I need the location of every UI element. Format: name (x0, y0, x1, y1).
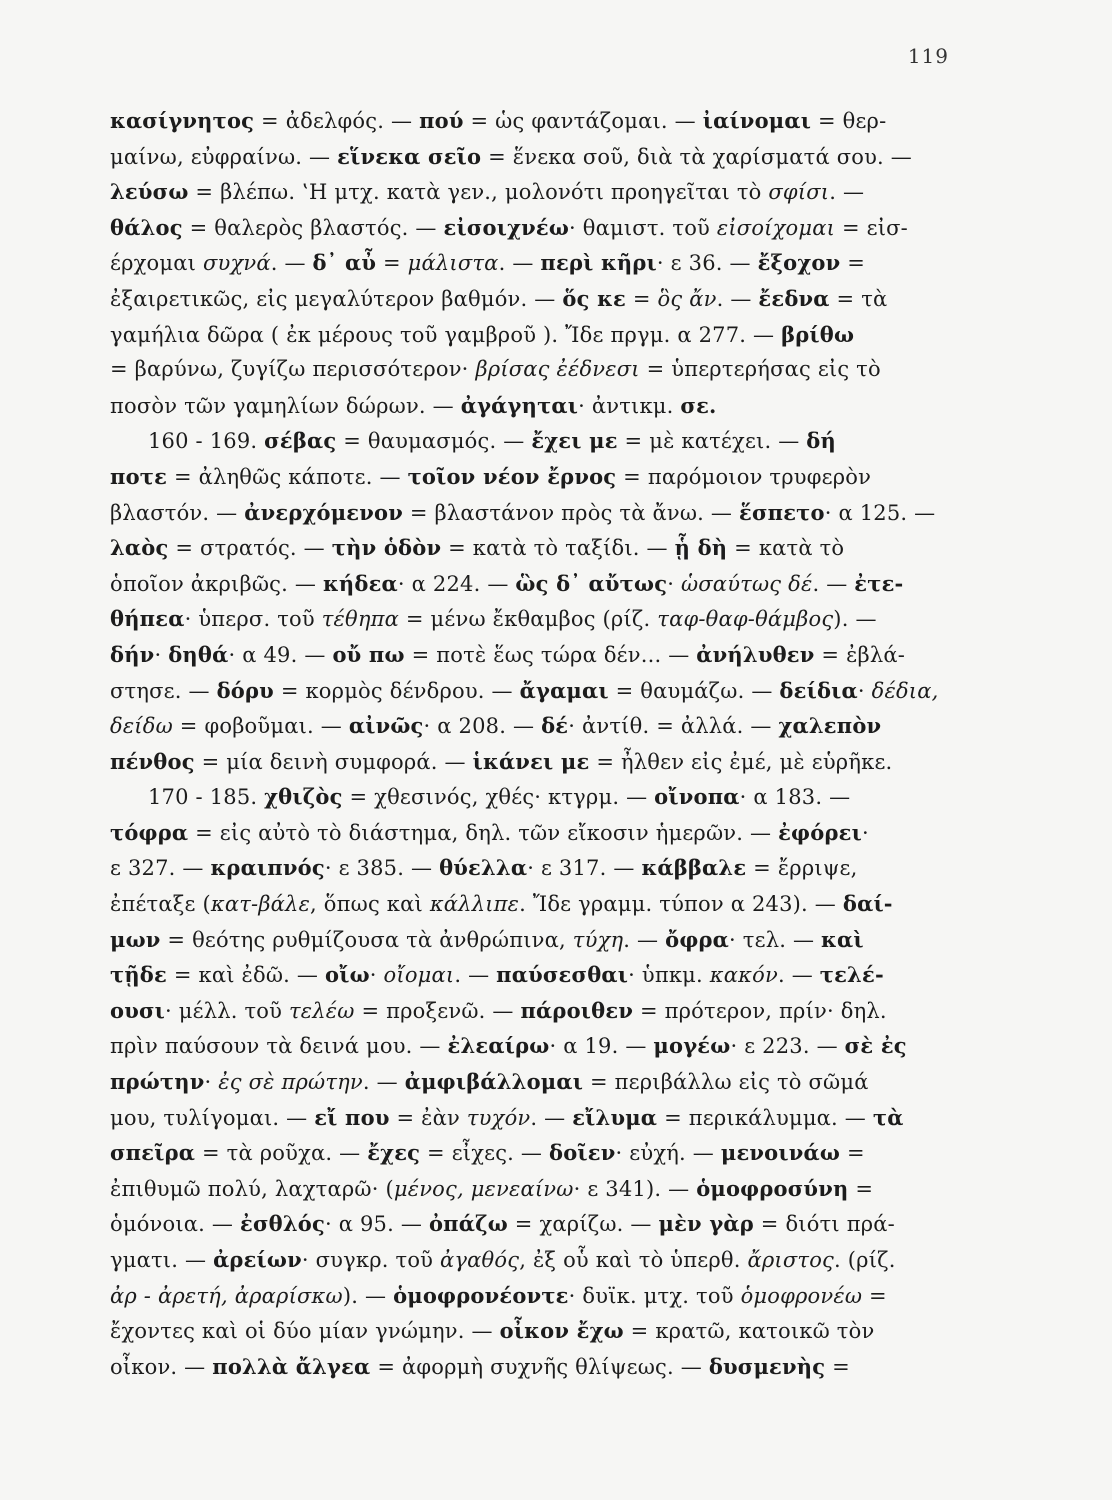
gloss-text: · ε 223. — (730, 1034, 845, 1059)
gloss-text: · (204, 1070, 219, 1095)
gloss-text: · ὑπκμ. (628, 963, 710, 988)
headword: ὀπάζω (428, 1211, 508, 1237)
gloss-text: = εἰσ- (835, 215, 908, 240)
gloss-text: = παρόμοιον τρυφερὸν (616, 464, 872, 489)
gloss-text: = θεότης ρυθμίζουσα τὰ ἀνθρώπινα, (160, 927, 573, 952)
gloss-text: · α 95. — (324, 1212, 429, 1237)
headword: τοῖον νέον ἔρνος (407, 463, 617, 489)
text-line (110, 708, 960, 744)
page-number: 119 (907, 44, 949, 68)
headword: δοῖεν (549, 1140, 616, 1166)
headword: μενοινάω (720, 1140, 841, 1166)
headword: πρώτην (110, 1069, 205, 1095)
gloss-text: = μία δεινὴ συμφορά. — (194, 749, 473, 774)
italic-term: ἐς σὲ πρώτην (218, 1070, 363, 1095)
italic-term: ἀγαθός (440, 1248, 520, 1272)
gloss-text: = διότι πρά- (753, 1212, 895, 1237)
headword: καὶ (821, 926, 864, 952)
gloss-text: = ἔρριψε, (746, 856, 858, 881)
italic-term: μένος, μενεαίνω (393, 1176, 574, 1201)
gloss-text: 170 - 185. (148, 785, 265, 810)
italic-term: τυχόν (466, 1105, 531, 1130)
text-line (110, 1028, 960, 1064)
gloss-text: ἐξαιρετικῶς, εἰς μεγαλύτερον βαθμόν. — (110, 286, 563, 311)
text-line (110, 815, 960, 851)
gloss-text: . — (270, 251, 313, 276)
headword: ἀνερχόμενον (244, 499, 404, 525)
gloss-text: = ἀφορμὴ συχνῆς θλίψεως. — (370, 1354, 709, 1379)
text-line (110, 210, 960, 246)
italic-term: δέδια, (871, 678, 939, 703)
italic-term: ἀρ - ἀρετή, ἀραρίσκω (110, 1283, 343, 1308)
gloss-text: = ἀδελφός. — (254, 109, 420, 133)
gloss-text: = ἐὰν (389, 1105, 467, 1130)
gloss-text: βλαστόν. — (110, 500, 245, 525)
headword: δαί- (842, 891, 893, 917)
gloss-text: = κρατῶ, κατοικῶ τὸν (623, 1319, 875, 1344)
italic-term: κακόν (709, 963, 778, 988)
headword: ἔχες (367, 1140, 421, 1166)
headword: ἔξοχον (757, 250, 841, 276)
gloss-text: = ἐβλά- (814, 642, 906, 667)
gloss-text: · (861, 820, 869, 845)
headword: ἀμφιβάλλομαι (404, 1069, 584, 1095)
headword: μογέω (653, 1033, 731, 1059)
text-line (110, 637, 960, 673)
gloss-text: · συγκρ. τοῦ (301, 1248, 441, 1272)
headword: αἰνῶς (348, 713, 424, 739)
headword: χθιζὸς (264, 784, 343, 810)
gloss-text: = θαλερὸς βλαστός. — (182, 215, 444, 240)
gloss-text: · (857, 678, 872, 703)
italic-term: τέθηπα (321, 607, 400, 632)
gloss-text: = θερ- (811, 109, 887, 133)
headword: ὁμοφροσύνη (696, 1175, 849, 1201)
gloss-text: . — (498, 251, 541, 276)
headword: θάλος (110, 214, 183, 240)
italic-term: κάλλιπε (429, 892, 520, 917)
italic-term: ὡσαύτως δέ (680, 571, 813, 596)
gloss-text: , ὅπως καὶ (310, 892, 430, 917)
gloss-text: = ἀληθῶς κάποτε. — (167, 464, 408, 489)
italic-term: ὃς ἄν (657, 286, 717, 311)
text-line (110, 1206, 960, 1242)
gloss-text: · α 19. — (549, 1034, 654, 1059)
gloss-text: = βαρύνω, ζυγίζω περισσότερον· (110, 357, 476, 382)
text-line (110, 993, 960, 1029)
headword: τελέ- (819, 962, 884, 988)
italic-term: οἴομαι (383, 963, 455, 988)
gloss-text: = (862, 1283, 887, 1308)
gloss-text: = προξενῶ. — (354, 998, 521, 1023)
gloss-text: · δυϊκ. μτχ. τοῦ (568, 1283, 741, 1308)
italic-term: συχνά (202, 251, 271, 276)
text-line (110, 566, 960, 602)
gloss-text: = (376, 251, 408, 276)
italic-term: ἄριστος (747, 1248, 835, 1272)
headword: ὁμοφρονέοντε (393, 1282, 569, 1308)
gloss-text: = κορμὸς δένδρου. — (273, 678, 520, 703)
gloss-text: = ἦλθεν εἰς ἐμέ, μὲ εὑρῆκε. (589, 749, 893, 774)
text-line (110, 1349, 960, 1385)
italic-term: βρίσας ἐέδνεσι (475, 357, 640, 382)
text-line (110, 245, 960, 281)
headword: τὰ (872, 1104, 904, 1130)
text-line (110, 886, 960, 922)
gloss-text: · ε 385. — (324, 856, 440, 881)
text-line (110, 1278, 960, 1314)
headword: παύσεσθαι (496, 962, 629, 988)
gloss-text: = κατὰ τὸ ταξίδι. — (441, 536, 675, 561)
text-line (110, 850, 960, 886)
text-line (110, 1135, 960, 1171)
gloss-text: = μένω ἔκθαμβος (ρίζ. (399, 607, 658, 632)
gloss-text: = ἕνεκα σοῦ, διὰ τὰ χαρίσματά σου. — (481, 144, 912, 169)
gloss-text: = στρατός. — (168, 536, 332, 561)
headword: θήπεα (110, 606, 185, 632)
headword: μων (110, 926, 161, 952)
gloss-text: μαίνω, εὐφραίνω. — (110, 144, 338, 169)
gloss-text: = τὰ (829, 286, 888, 311)
headword: δόρυ (216, 677, 274, 703)
gloss-text: = φοβοῦμαι. — (172, 714, 349, 739)
headword: ἄγαμαι (519, 677, 609, 703)
text-line (110, 388, 960, 424)
italic-term: τύχη (572, 927, 624, 952)
headword: ἱκάνει με (472, 748, 590, 774)
gloss-text: = περικάλυμμα. — (657, 1105, 873, 1130)
headword: σέβας (264, 428, 337, 454)
italic-term: εἰσοίχομαι (716, 215, 836, 240)
gloss-text: · τελ. — (729, 927, 822, 952)
headword: εἴλυμα (572, 1104, 658, 1130)
headword: τὴν ὁδὸν (331, 535, 442, 561)
gloss-text: στησε. — (110, 678, 217, 703)
headword: οἴω (325, 962, 370, 988)
headword: ὣς δ᾽ αὔτως (515, 570, 668, 596)
gloss-text: ἔχοντες καὶ οἱ δύο μίαν γνώμην. — (110, 1319, 500, 1344)
gloss-text: γματι. — (110, 1248, 214, 1272)
headword: τόφρα (110, 819, 189, 845)
text-line (110, 174, 960, 210)
gloss-text: = (840, 251, 866, 276)
gloss-text: = εἶχες. — (420, 1141, 550, 1166)
headword: χαλεπὸν (778, 713, 882, 739)
text-line (110, 744, 960, 780)
headword: ἐλεαίρω (447, 1033, 550, 1059)
text-line (110, 459, 960, 495)
headword: σε. (680, 392, 717, 418)
gloss-text: = εἰς αὐτὸ τὸ διάστημα, δηλ. τῶν εἴκοσιν ἡμερῶν. — (188, 820, 779, 845)
headword: κασίγνητος (110, 108, 255, 133)
headword: δέ (541, 713, 569, 739)
gloss-text: = βλέπω. ‛Η μτχ. κατὰ γεν., μολονότι προηγεῖται τὸ (188, 180, 769, 205)
headword: βρίθω (781, 321, 855, 347)
headword: μὲν γὰρ (658, 1211, 754, 1237)
italic-term: ταφ-θαφ-θάμβος (657, 607, 834, 632)
gloss-text: πρὶν παύσουν τὰ δεινά μου. — (110, 1034, 448, 1059)
gloss-text: = χαρίζω. — (507, 1212, 659, 1237)
text-line (110, 139, 960, 175)
gloss-text: = ποτὲ ἕως τώρα δέν... — (404, 642, 697, 667)
text-line (110, 1100, 960, 1136)
italic-term: δείδω (110, 714, 173, 739)
headword: δείδια (779, 677, 858, 703)
gloss-text: = βλαστάνον πρὸς τὰ ἄνω. — (403, 500, 739, 525)
gloss-text: · ε 36. — (656, 251, 758, 276)
italic-term: ὁμοφρονέω (740, 1283, 863, 1308)
headword: εἴ που (314, 1104, 390, 1130)
gloss-text: · (154, 642, 169, 667)
headword: οὔ πω (332, 641, 405, 667)
text-line (110, 103, 960, 139)
gloss-text: · α 224. — (397, 571, 516, 596)
headword: ἐφόρει (778, 819, 862, 845)
headword: οἶκον ἔχω (499, 1318, 624, 1344)
gloss-text: · (667, 571, 681, 596)
gloss-text: ὁμόνοια. — (110, 1212, 240, 1237)
gloss-text: . (ρίζ. (834, 1248, 896, 1272)
gloss-text: = (825, 1354, 850, 1379)
headword: σπεῖρα (110, 1140, 196, 1166)
gloss-text: · (369, 963, 384, 988)
headword: λεύσω (110, 179, 189, 205)
gloss-text: ὁποῖον ἀκριβῶς. — (110, 571, 323, 596)
gloss-text: οἶκον. — (110, 1354, 213, 1379)
italic-term: κατ-βάλε (210, 892, 311, 917)
headword: τῇδε (110, 962, 167, 988)
gloss-text: . — (454, 963, 497, 988)
text-line (110, 957, 960, 993)
headword: σὲ ἐς (844, 1033, 907, 1059)
headword: ἔεδνα (758, 285, 830, 311)
headword: ἀγάγηται (460, 392, 579, 418)
gloss-text: = τὰ ροῦχα. — (195, 1141, 368, 1166)
text-line (110, 281, 960, 317)
text-line (110, 530, 960, 566)
gloss-text: · ε 341). — (573, 1176, 697, 1201)
headword: ουσι (110, 997, 166, 1023)
gloss-text: = (840, 1141, 865, 1166)
gloss-text: . — (777, 963, 820, 988)
headword: ᾗ δὴ (674, 535, 728, 561)
headword: ὄφρα (665, 926, 730, 952)
gloss-text: . Ἴδε γραμμ. τύπον α 243). — (519, 892, 843, 917)
gloss-text: · α 183. — (739, 785, 851, 810)
headword: δυσμενὴς (708, 1353, 826, 1379)
gloss-text: = καὶ ἐδῶ. — (166, 963, 326, 988)
headword: δ᾽ αὖ (312, 250, 377, 276)
headword: δήν (110, 641, 155, 667)
headword: ἀνήλυθεν (696, 641, 815, 667)
headword: πάροιθεν (520, 997, 634, 1023)
italic-term: σφίσι (768, 180, 830, 205)
text-line (110, 601, 960, 637)
gloss-text: = χθεσινός, χθές· κτγρμ. — (342, 785, 655, 810)
gloss-text: = (848, 1176, 874, 1201)
text-line (110, 317, 960, 353)
gloss-text: . — (829, 180, 865, 205)
headword: κήδεα (322, 570, 398, 596)
headword: κραιπνός (210, 855, 325, 881)
headword: πένθος (110, 748, 195, 774)
headword: ἐσθλός (239, 1211, 325, 1237)
headword: ἔχει με (531, 428, 618, 454)
gloss-text: . — (716, 286, 759, 311)
gloss-text: . — (812, 571, 855, 596)
text-line (110, 922, 960, 958)
italic-term: τελέω (288, 998, 355, 1023)
text-line (110, 495, 960, 531)
gloss-text: , ἐξ οὗ καὶ τὸ ὑπερθ. (519, 1248, 748, 1272)
headword: εἵνεκα σεῖο (337, 143, 482, 169)
gloss-text: · ὑπερσ. τοῦ (184, 607, 322, 632)
text-line (110, 779, 960, 815)
gloss-text: · α 49. — (228, 642, 333, 667)
gloss-text: = πρότερον, πρίν· δηλ. (633, 998, 887, 1023)
text-line (110, 1064, 960, 1100)
text-line (110, 352, 960, 388)
gloss-text: . — (623, 927, 666, 952)
gloss-text: . — (362, 1070, 405, 1095)
gloss-text: ). — (833, 607, 877, 632)
gloss-text: · εὐχή. — (615, 1141, 721, 1166)
headword: δή (806, 428, 836, 454)
gloss-text: = ὑπερτερήσας εἰς τὸ (639, 357, 881, 382)
gloss-text: 160 - 169. (148, 429, 265, 454)
gloss-text: = μὲ κατέχει. — (617, 429, 807, 454)
gloss-text: · ἀντίθ. = ἀλλά. — (568, 714, 779, 739)
gloss-text: = (625, 286, 658, 311)
headword: θύελλα (439, 855, 528, 881)
gloss-text: · ε 317. — (527, 856, 642, 881)
headword: οἴνοπα (654, 784, 740, 810)
headword: ποτε (110, 463, 168, 489)
text-line (110, 1171, 960, 1207)
gloss-text: = ὡς φαντάζομαι. — (463, 109, 703, 133)
gloss-text: · α 208. — (423, 714, 542, 739)
gloss-text: ). — (342, 1283, 394, 1308)
gloss-text: ε 327. — (110, 856, 211, 881)
headword: λαὸς (110, 535, 169, 561)
gloss-text: = κατὰ τὸ (727, 536, 845, 561)
italic-term: μάλιστα (407, 251, 499, 276)
headword: πού (419, 108, 464, 133)
gloss-text: · θαμιστ. τοῦ (569, 215, 717, 240)
headword: δηθά (168, 641, 229, 667)
gloss-text: έρχομαι (110, 251, 203, 276)
text-line (110, 1242, 960, 1278)
headword: πολλὰ ἄλγεα (212, 1353, 371, 1379)
gloss-text: = θαυμασμός. — (336, 429, 532, 454)
headword: ὅς κε (562, 285, 626, 311)
gloss-text: · ἀντικμ. (578, 393, 681, 418)
headword: ἰαίνομαι (702, 108, 812, 133)
headword: ἕσπετο (738, 499, 825, 525)
headword: ἐτε- (854, 570, 904, 596)
headword: περὶ κῆρι (540, 250, 657, 276)
headword: εἰσοιχνέω (443, 214, 570, 240)
text-line (110, 1313, 960, 1349)
gloss-text: = θαυμάζω. — (608, 678, 780, 703)
gloss-text: ποσὸν τῶν γαμηλίων δώρων. — (110, 393, 461, 418)
glossary-text (110, 103, 960, 1384)
text-line (110, 423, 960, 459)
gloss-text: · μέλλ. τοῦ (165, 998, 289, 1023)
gloss-text: γαμήλια δῶρα ( ἐκ μέρους τοῦ γαμβροῦ ). Ἴδε πργμ. α 277. — (110, 322, 782, 347)
gloss-text: · α 125. — (824, 500, 936, 525)
gloss-text: . — (530, 1105, 573, 1130)
headword: ἀρείων (213, 1247, 302, 1272)
gloss-text: ἐπιθυμῶ πολύ, λαχταρῶ· ( (110, 1176, 394, 1201)
text-line (110, 673, 960, 709)
gloss-text: μου, τυλίγομαι. — (110, 1105, 315, 1130)
gloss-text: ἐπέταξε ( (110, 892, 211, 917)
gloss-text: = περιβάλλω εἰς τὸ σῶμά (583, 1070, 869, 1095)
headword: κάββαλε (641, 855, 747, 881)
